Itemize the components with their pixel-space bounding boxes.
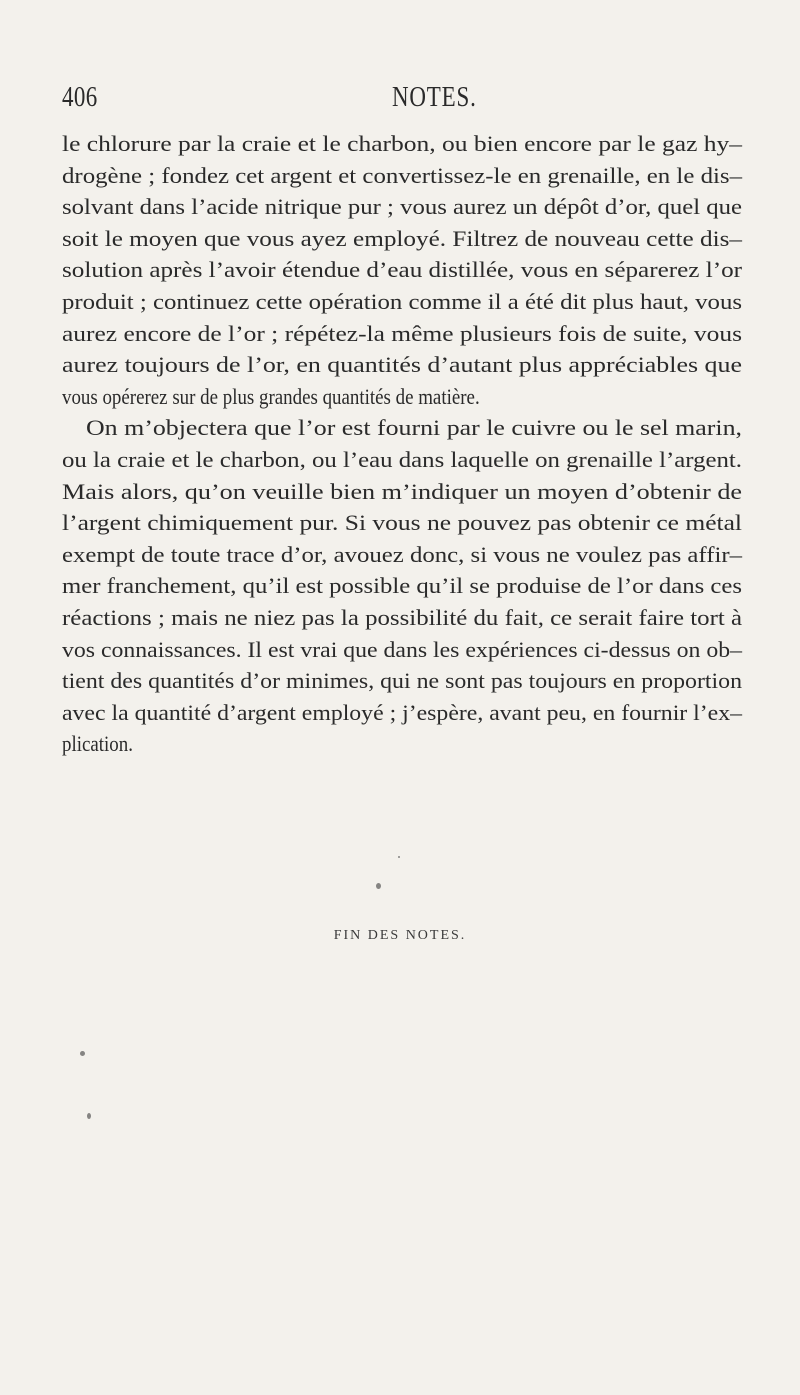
page-number: 406	[62, 82, 98, 113]
text-line: soit le moyen que vous ayez employé. Filtrez de nouveau cette dis–	[62, 225, 742, 251]
text-line: produit ; continuez cette opération comme il a été dit plus haut, vous	[62, 288, 743, 314]
paper-speck	[398, 856, 400, 858]
paper-speck	[87, 1113, 91, 1119]
text-line: solution après l’avoir étendue d’eau distillée, vous en séparerez l’or	[62, 257, 743, 283]
text-line: solvant dans l’acide nitrique pur ; vous aurez un dépôt d’or, quel que	[62, 194, 743, 220]
text-line: On m’objectera que l’or est fourni par le cuivre ou le sel marin,	[86, 415, 743, 441]
paper-speck	[80, 1051, 85, 1056]
text-line: l’argent chimiquement pur. Si vous ne pouvez pas obtenir ce métal	[62, 510, 743, 536]
text-line: aurez toujours de l’or, en quantités d’autant plus appréciables que	[62, 352, 742, 378]
end-colophon: FIN DES NOTES.	[333, 928, 467, 943]
page-header	[62, 82, 742, 122]
paper-speck	[376, 883, 381, 889]
text-line: réactions ; mais ne niez pas la possibilité du fait, ce serait faire tort à	[62, 604, 743, 630]
running-title: NOTES.	[392, 82, 477, 113]
text-line: le chlorure par la craie et le charbon, ou bien encore par le gaz hy–	[62, 131, 743, 156]
text-line: plication.	[62, 731, 133, 757]
text-line: aurez encore de l’or ; répétez-la même plusieurs fois de suite, vous	[62, 320, 742, 346]
text-line: vous opérerez sur de plus grandes quantités de matière.	[62, 383, 480, 409]
text-line: mer franchement, qu’il est possible qu’il se produise de l’or dans ces	[62, 573, 743, 599]
text-line: Mais alors, qu’on veuille bien m’indiquer un moyen d’obtenir de	[62, 478, 743, 504]
text-line: exempt de toute trace d’or, avouez donc, si vous ne voulez pas affir–	[62, 541, 743, 567]
body-text	[62, 128, 742, 760]
text-line: ou la craie et le charbon, ou l’eau dans laquelle on grenaille l’argent.	[62, 446, 743, 472]
text-line: drogène ; fondez cet argent et convertissez-le en grenaille, en le dis–	[62, 162, 743, 188]
text-line: tient des quantités d’or minimes, qui ne sont pas toujours en proportion	[62, 668, 743, 694]
text-line: avec la quantité d’argent employé ; j’espère, avant peu, en fournir l’ex–	[62, 699, 742, 725]
text-line: vos connaissances. Il est vrai que dans les expériences ci-dessus on ob–	[62, 636, 743, 662]
